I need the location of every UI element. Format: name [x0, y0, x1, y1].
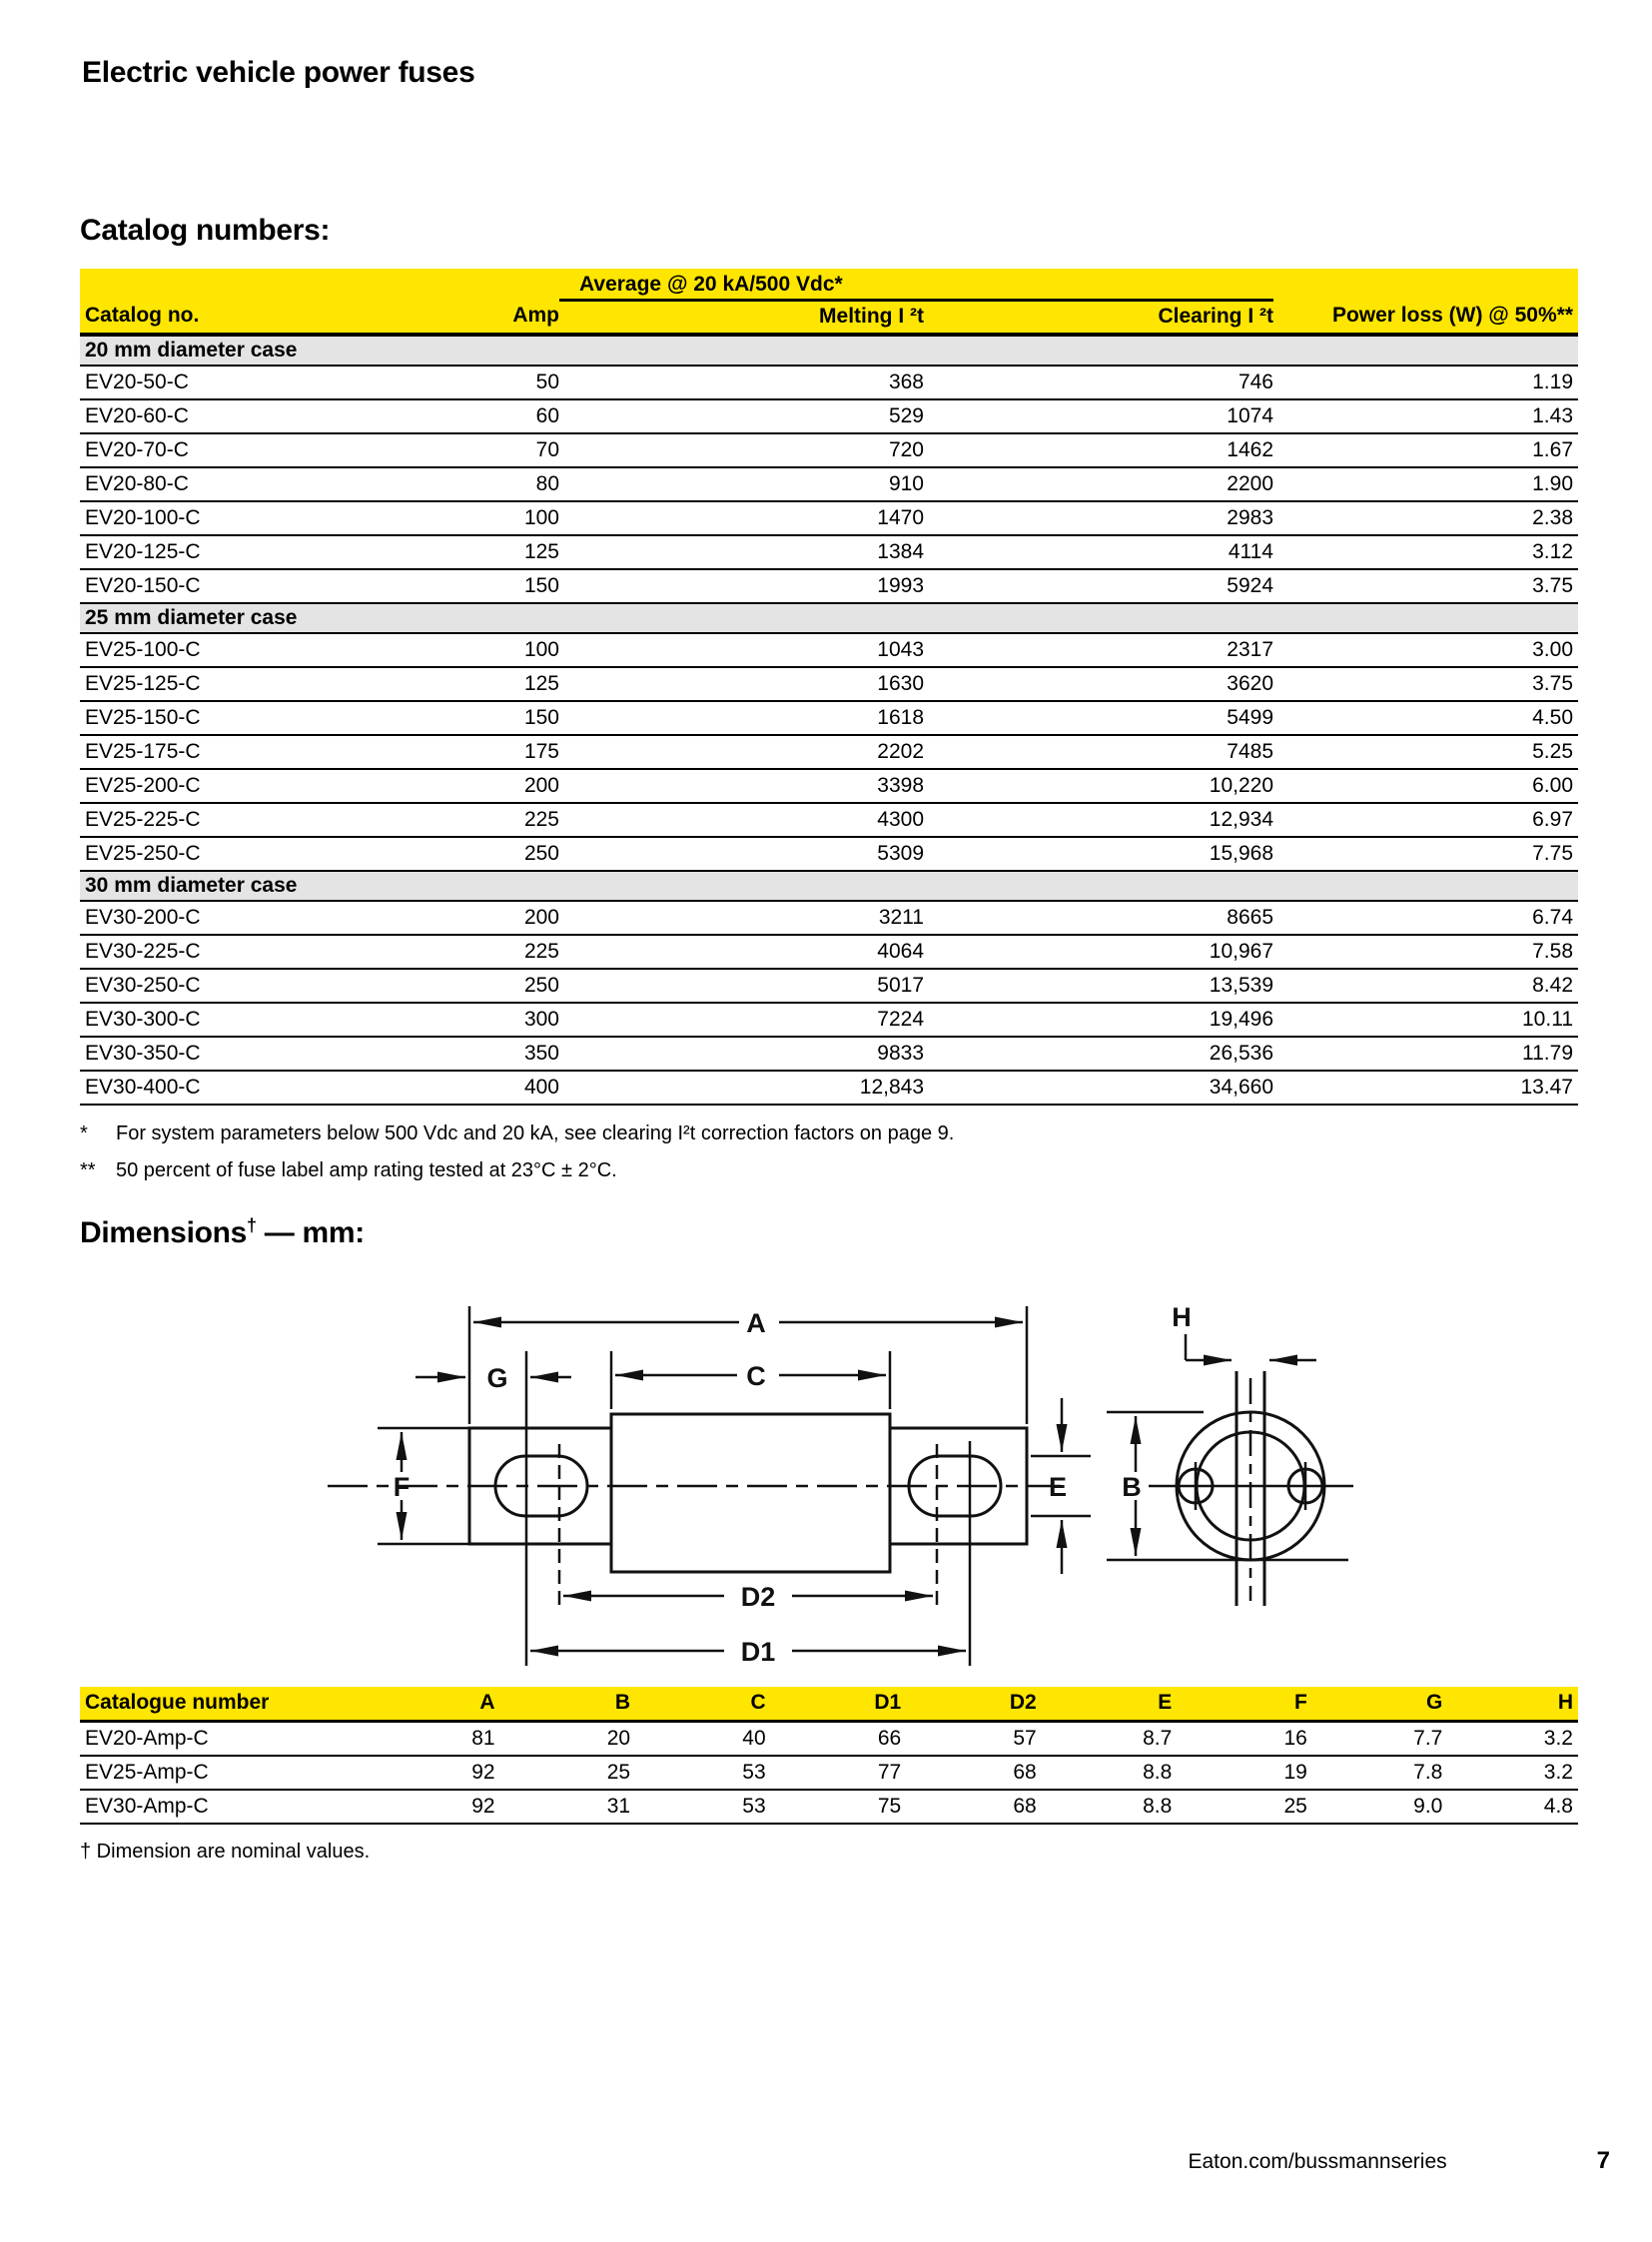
cell: 26,536 — [924, 1037, 1273, 1071]
footnote-asterisk — [80, 1121, 1578, 1145]
column-header-H: H — [1442, 1687, 1578, 1722]
dim-label-D1: D1 — [740, 1637, 776, 1667]
cell: 12,934 — [924, 803, 1273, 837]
cell: 20 — [495, 1722, 631, 1757]
cell: 75 — [766, 1790, 902, 1824]
footer-link[interactable]: Eaton.com/bussmannseries — [1188, 2150, 1447, 2173]
cell: 15,968 — [924, 837, 1273, 871]
catalog-row — [80, 837, 1578, 871]
cell: EV30-350-C — [80, 1037, 380, 1071]
cell: 8665 — [924, 901, 1273, 935]
fuse-body — [611, 1414, 890, 1572]
cell: 4.50 — [1273, 701, 1578, 735]
cell: 8.7 — [1037, 1722, 1173, 1757]
cell: 11.79 — [1273, 1037, 1578, 1071]
cell: EV20-150-C — [80, 569, 380, 603]
column-header-D1: D1 — [766, 1687, 902, 1722]
dimensions-header-row — [80, 1687, 1578, 1722]
cell: 3.2 — [1442, 1722, 1578, 1757]
cell: EV30-400-C — [80, 1071, 380, 1105]
cell: 53 — [630, 1756, 766, 1790]
catalog-row — [80, 901, 1578, 935]
cell: 53 — [630, 1790, 766, 1824]
dagger-superscript: † — [247, 1215, 257, 1235]
cell: EV30-Amp-C — [80, 1790, 360, 1824]
dim-label-A: A — [746, 1308, 766, 1338]
table-row — [80, 1790, 1578, 1824]
dimension-lines — [328, 1306, 1353, 1666]
cell: 19,496 — [924, 1003, 1273, 1037]
cell: 1384 — [559, 535, 924, 569]
cell: 70 — [380, 433, 559, 467]
cell: 400 — [380, 1071, 559, 1105]
cell: 1.43 — [1273, 399, 1578, 433]
cell: EV20-50-C — [80, 366, 380, 399]
cell: 1043 — [559, 633, 924, 667]
catalog-row — [80, 701, 1578, 735]
spanner-spacer — [80, 269, 559, 301]
cell: 2202 — [559, 735, 924, 769]
group-header-row — [80, 603, 1578, 633]
cell: 60 — [380, 399, 559, 433]
fuse-side-view — [469, 1414, 1027, 1572]
cell: 3.75 — [1273, 569, 1578, 603]
cell: 300 — [380, 1003, 559, 1037]
spanner-row — [80, 269, 1578, 301]
dim-label-B: B — [1122, 1472, 1142, 1502]
catalog-row — [80, 1037, 1578, 1071]
catalog-row — [80, 433, 1578, 467]
catalog-row — [80, 569, 1578, 603]
dimensions-footnote: † Dimension are nominal values. — [80, 1841, 371, 1863]
average-spanner-header: Average @ 20 kA/500 Vdc* — [559, 269, 1273, 301]
cell: 6.74 — [1273, 901, 1578, 935]
column-header-melting-i2t: Melting I ²t — [559, 301, 924, 336]
cell: 368 — [559, 366, 924, 399]
dimension-diagram-container — [270, 1276, 1578, 1681]
cell: 529 — [559, 399, 924, 433]
group-label: 25 mm diameter case — [80, 603, 1578, 633]
cell: 25 — [495, 1756, 631, 1790]
group-label: 20 mm diameter case — [80, 335, 1578, 366]
cell: 68 — [901, 1756, 1037, 1790]
cell: EV30-200-C — [80, 901, 380, 935]
cell: 3.12 — [1273, 535, 1578, 569]
cell: 34,660 — [924, 1071, 1273, 1105]
cell: 3.2 — [1442, 1756, 1578, 1790]
cell: 4.8 — [1442, 1790, 1578, 1824]
cell: 5017 — [559, 969, 924, 1003]
cell: 720 — [559, 433, 924, 467]
cell: EV20-Amp-C — [80, 1722, 360, 1757]
catalog-row — [80, 366, 1578, 399]
cell: 125 — [380, 535, 559, 569]
catalog-row — [80, 803, 1578, 837]
cell: 77 — [766, 1756, 902, 1790]
cell: 250 — [380, 969, 559, 1003]
cell: EV30-250-C — [80, 969, 380, 1003]
cell: 5499 — [924, 701, 1273, 735]
column-header-power-loss: Power loss (W) @ 50%** — [1273, 301, 1578, 336]
cell: EV20-100-C — [80, 501, 380, 535]
cell: 6.97 — [1273, 803, 1578, 837]
cell: 10,220 — [924, 769, 1273, 803]
catalog-row — [80, 633, 1578, 667]
cell: 1618 — [559, 701, 924, 735]
column-header-G: G — [1307, 1687, 1443, 1722]
catalog-row — [80, 735, 1578, 769]
catalog-numbers-heading: Catalog numbers: — [80, 214, 331, 247]
catalog-footnotes — [80, 1121, 1578, 1182]
group-label: 30 mm diameter case — [80, 871, 1578, 901]
cell: 4300 — [559, 803, 924, 837]
cell: 16 — [1172, 1722, 1307, 1757]
cell: 9833 — [559, 1037, 924, 1071]
cell: EV25-175-C — [80, 735, 380, 769]
cell: 3.75 — [1273, 667, 1578, 701]
cell: 40 — [630, 1722, 766, 1757]
catalog-row — [80, 1003, 1578, 1037]
cell: 25 — [1172, 1790, 1307, 1824]
column-header-catalog-no: Catalog no. — [80, 301, 380, 336]
cell: 6.00 — [1273, 769, 1578, 803]
cell: 10,967 — [924, 935, 1273, 969]
dimensions-table — [80, 1687, 1578, 1825]
dim-label-C: C — [746, 1361, 766, 1391]
cell: 3398 — [559, 769, 924, 803]
cell: 13.47 — [1273, 1071, 1578, 1105]
column-header-amp: Amp — [380, 301, 559, 336]
cell: 746 — [924, 366, 1273, 399]
cell: 125 — [380, 667, 559, 701]
cell: 7.8 — [1307, 1756, 1443, 1790]
column-header-C: C — [630, 1687, 766, 1722]
cell: 150 — [380, 569, 559, 603]
cell: 150 — [380, 701, 559, 735]
cell: EV25-Amp-C — [80, 1756, 360, 1790]
cell: 200 — [380, 769, 559, 803]
cell: 1.19 — [1273, 366, 1578, 399]
cell: 31 — [495, 1790, 631, 1824]
cell: 13,539 — [924, 969, 1273, 1003]
cell: 1630 — [559, 667, 924, 701]
cell: 2983 — [924, 501, 1273, 535]
cell: 4114 — [924, 535, 1273, 569]
catalog-numbers-table — [80, 269, 1578, 1106]
cell: EV25-225-C — [80, 803, 380, 837]
cell: EV30-225-C — [80, 935, 380, 969]
cell: 8.42 — [1273, 969, 1578, 1003]
cell: EV25-100-C — [80, 633, 380, 667]
cell: 1.90 — [1273, 467, 1578, 501]
column-header-row — [80, 301, 1578, 336]
cell: 910 — [559, 467, 924, 501]
cell: 80 — [380, 467, 559, 501]
group-header-row — [80, 871, 1578, 901]
column-header-A: A — [360, 1687, 495, 1722]
footnote-double-asterisk — [80, 1158, 1578, 1182]
footnote-text: 50 percent of fuse label amp rating tested at 23°C ± 2°C. — [116, 1159, 617, 1181]
cell: EV25-250-C — [80, 837, 380, 871]
catalog-row — [80, 501, 1578, 535]
cell: 3.00 — [1273, 633, 1578, 667]
group-header-row — [80, 335, 1578, 366]
cell: 66 — [766, 1722, 902, 1757]
column-header-F: F — [1172, 1687, 1307, 1722]
table-row — [80, 1756, 1578, 1790]
column-header-E: E — [1037, 1687, 1173, 1722]
spanner-spacer — [1273, 269, 1578, 301]
cell: 3211 — [559, 901, 924, 935]
cell: 7.75 — [1273, 837, 1578, 871]
dim-label-F: F — [393, 1472, 411, 1502]
column-header-clearing-i2t: Clearing I ²t — [924, 301, 1273, 336]
catalog-row — [80, 667, 1578, 701]
table-row — [80, 1722, 1578, 1757]
dimensions-table-body — [80, 1722, 1578, 1825]
cell: 350 — [380, 1037, 559, 1071]
cell: 225 — [380, 803, 559, 837]
dim-label-G: G — [486, 1363, 508, 1393]
catalog-row — [80, 467, 1578, 501]
footnote-text: For system parameters below 500 Vdc and 20 kA, see clearing I²t correction factors on page 9. — [116, 1122, 955, 1144]
catalog-row — [80, 535, 1578, 569]
cell: 19 — [1172, 1756, 1307, 1790]
cell: 8.8 — [1037, 1756, 1173, 1790]
cell: 50 — [380, 366, 559, 399]
cell: 7.58 — [1273, 935, 1578, 969]
cell: 1993 — [559, 569, 924, 603]
dim-label-D2: D2 — [740, 1582, 776, 1612]
cell: 4064 — [559, 935, 924, 969]
cell: 175 — [380, 735, 559, 769]
cell: 250 — [380, 837, 559, 871]
cell: EV30-300-C — [80, 1003, 380, 1037]
dim-label-E: E — [1048, 1472, 1068, 1502]
catalog-row — [80, 969, 1578, 1003]
page-content — [80, 0, 1578, 1864]
cell: 7.7 — [1307, 1722, 1443, 1757]
cell: 5924 — [924, 569, 1273, 603]
cell: 7485 — [924, 735, 1273, 769]
cell: EV25-125-C — [80, 667, 380, 701]
cell: 200 — [380, 901, 559, 935]
column-header-catalogue-number: Catalogue number — [80, 1687, 360, 1722]
cell: 81 — [360, 1722, 495, 1757]
cell: 1462 — [924, 433, 1273, 467]
cell: EV25-200-C — [80, 769, 380, 803]
cell: 3620 — [924, 667, 1273, 701]
cell: 100 — [380, 633, 559, 667]
footnote-marker: ** — [80, 1159, 96, 1181]
cell: 7224 — [559, 1003, 924, 1037]
cell: 100 — [380, 501, 559, 535]
cell: 225 — [380, 935, 559, 969]
catalog-row — [80, 935, 1578, 969]
cell: 5.25 — [1273, 735, 1578, 769]
cell: EV20-70-C — [80, 433, 380, 467]
cell: 92 — [360, 1756, 495, 1790]
catalog-row — [80, 399, 1578, 433]
fuse-dimension-diagram — [270, 1276, 1368, 1676]
cell: 8.8 — [1037, 1790, 1173, 1824]
dimensions-heading-units: — mm: — [256, 1216, 365, 1249]
catalog-table-body — [80, 335, 1578, 1105]
cell: 5309 — [559, 837, 924, 871]
dim-label-H: H — [1172, 1302, 1192, 1332]
cell: 2200 — [924, 467, 1273, 501]
column-header-D2: D2 — [901, 1687, 1037, 1722]
column-header-B: B — [495, 1687, 631, 1722]
cell: 92 — [360, 1790, 495, 1824]
dimension-labels — [394, 1302, 1192, 1667]
cell: 57 — [901, 1722, 1037, 1757]
page-title: Electric vehicle power fuses — [82, 56, 475, 89]
catalog-row — [80, 769, 1578, 803]
footnote-marker: * — [80, 1122, 88, 1144]
cell: 12,843 — [559, 1071, 924, 1105]
cell: 10.11 — [1273, 1003, 1578, 1037]
cell: EV20-125-C — [80, 535, 380, 569]
cell: 68 — [901, 1790, 1037, 1824]
cell: 1.67 — [1273, 433, 1578, 467]
cell: 1470 — [559, 501, 924, 535]
cell: 2.38 — [1273, 501, 1578, 535]
cell: EV20-60-C — [80, 399, 380, 433]
cell: 1074 — [924, 399, 1273, 433]
dimensions-heading — [80, 1208, 1578, 1250]
cell: EV20-80-C — [80, 467, 380, 501]
cell: 9.0 — [1307, 1790, 1443, 1824]
cell: EV25-150-C — [80, 701, 380, 735]
cell: 2317 — [924, 633, 1273, 667]
dimensions-heading-word: Dimensions — [80, 1216, 248, 1249]
catalog-row — [80, 1071, 1578, 1105]
page-footer — [80, 2147, 1610, 2175]
page-number: 7 — [1596, 2147, 1610, 2174]
